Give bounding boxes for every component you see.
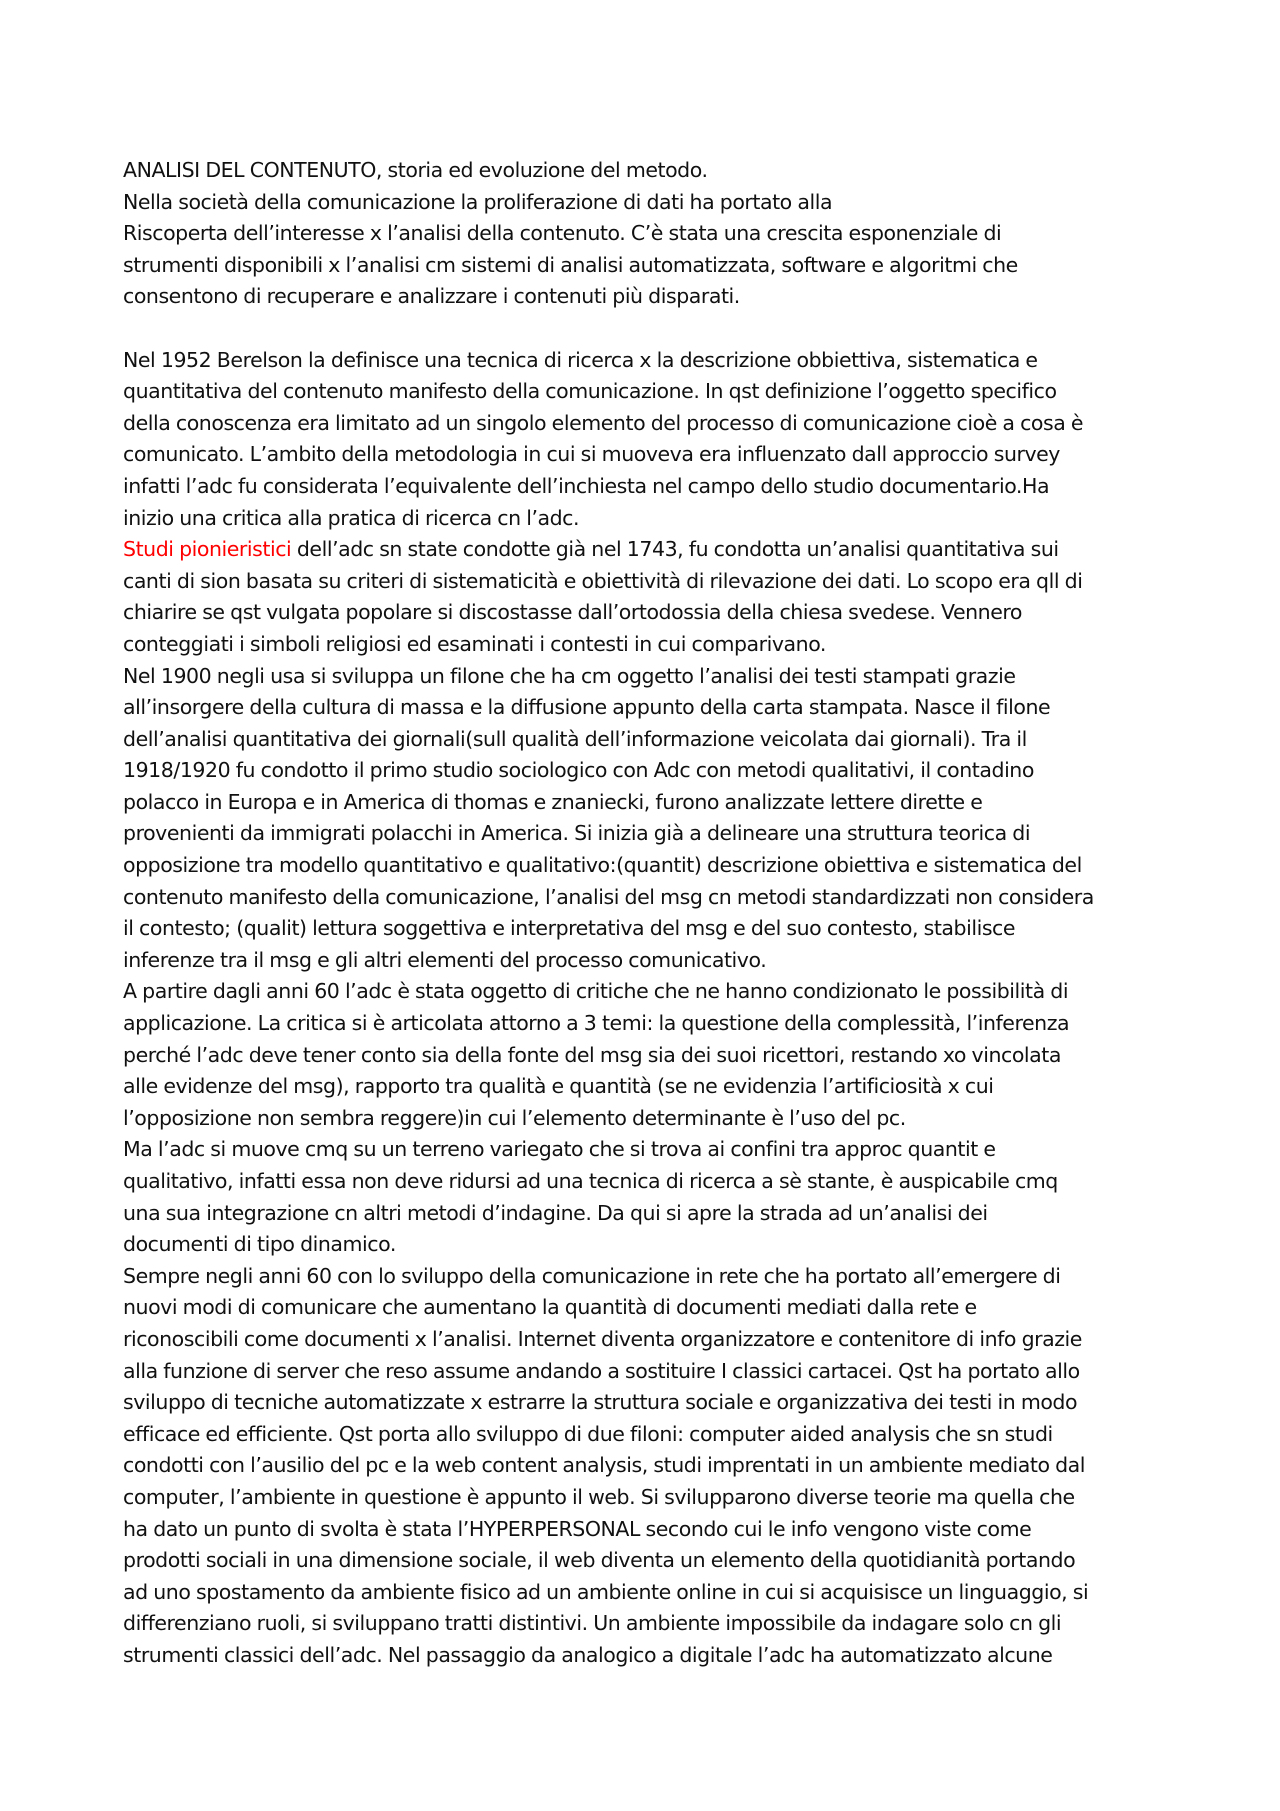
paragraph-line: conteggiati i simboli religiosi ed esaminati i contesti in cui comparivano. [123,631,826,656]
paragraph-line: nuovi modi di comunicare che aumentano la quantità di documenti mediati dalla rete e [123,1295,977,1320]
paragraph-line: Nella società della comunicazione la proliferazione di dati ha portato alla [123,189,833,214]
paragraph-line: ha dato un punto di svolta è stata l’HYPERPERSONAL secondo cui le info vengono viste come [123,1516,1032,1541]
paragraph-line: all’insorgere della cultura di massa e la diffusione appunto della carta stampata. Nasce il filone [123,695,1051,720]
paragraph-line: comunicato. L’ambito della metodologia in cui si muoveva era influenzato dall approccio survey [123,442,1060,467]
paragraph-line: computer, l’ambiente in questione è appunto il web. Si svilupparono diverse teorie ma quella che [123,1484,1075,1509]
paragraph-line: inizio una critica alla pratica di ricerca cn l’adc. [123,505,580,530]
paragraph-line: perché l’adc deve tener conto sia della fonte del msg sia dei suoi ricettori, restando xo vincolata [123,1042,1061,1067]
document-body [123,155,1183,1672]
paragraph-line: alle evidenze del msg), rapporto tra qualità e quantità (se ne evidenzia l’artificiosità x cui [123,1074,994,1099]
highlighted-paragraph-line [123,534,1183,566]
paragraph-line: Sempre negli anni 60 con lo sviluppo della comunicazione in rete che ha portato all’emergere di [123,1263,1061,1288]
paragraph-line: prodotti sociali in una dimensione sociale, il web diventa un elemento della quotidianità portando [123,1548,1076,1573]
paragraph-line: condotti con l’ausilio del pc e la web content analysis, studi imprentati in un ambiente mediato dal [123,1453,1086,1478]
paragraph-line: opposizione tra modello quantitativo e qualitativo:(quantit) descrizione obiettiva e sistematica del [123,853,1082,878]
paragraph-line: polacco in Europa e in America di thomas e znaniecki, furono analizzate lettere dirette e [123,789,983,814]
paragraph-line: A partire dagli anni 60 l’adc è stata oggetto di critiche che ne hanno condizionato le possibilità di [123,979,1069,1004]
paragraph-line: Nel 1900 negli usa si sviluppa un filone che ha cm oggetto l’analisi dei testi stampati grazie [123,663,1016,688]
paragraph-line: differenziano ruoli, si sviluppano tratti distintivi. Un ambiente impossibile da indagare solo cn gli [123,1611,1062,1636]
paragraph-line: documenti di tipo dinamico. [123,1232,396,1257]
paragraph-line: strumenti disponibili x l’analisi cm sistemi di analisi automatizzata, software e algoritmi che [123,252,1018,277]
paragraph-line: canti di sion basata su criteri di sistematicità e obiettività di rilevazione dei dati. Lo scopo era qll di [123,568,1083,593]
paragraph-line: qualitativo, infatti essa non deve ridursi ad una tecnica di ricerca a sè stante, è auspicabile cmq [123,1169,1058,1193]
paragraph-line: Nel 1952 Berelson la definisce una tecnica di ricerca x la descrizione obbiettiva, sistematica e [123,347,1038,372]
paragraph-line: Ma l’adc si muove cmq su un terreno variegato che si trova ai confini tra approc quantit e [123,1137,996,1162]
paragraph-line: consentono di recuperare e analizzare i contenuti più disparati. [123,284,740,309]
highlighted-phrase: Studi pionieristici [123,537,292,562]
paragraph-line: riconoscibili come documenti x l’analisi. Internet diventa organizzatore e contenitore di info grazie [123,1326,1082,1351]
paragraph-line: chiarire se qst vulgata popolare si discostasse dall’ortodossia della chiesa svedese. Vennero [123,600,1022,625]
paragraph-line: efficace ed efficiente. Qst porta allo sviluppo di due filoni: computer aided analysis che sn studi [123,1421,1053,1446]
line-continuation: dell’adc sn state condotte già nel 1743, fu condotta un’analisi quantitativa sui [291,537,1059,562]
paragraph-line: una sua integrazione cn altri metodi d’indagine. Da qui si apre la strada ad un’analisi dei [123,1200,988,1225]
paragraph-line: 1918/1920 fu condotto il primo studio sociologico con Adc con metodi qualitativi, il contadino [123,758,1034,783]
document-title: ANALISI DEL CONTENUTO, storia ed evoluzione del metodo. [123,158,708,182]
paragraph-line: infatti l’adc fu considerata l’equivalente dell’inchiesta nel campo dello studio documentario.Ha [123,473,1050,498]
paragraph-line: applicazione. La critica si è articolata attorno a 3 temi: la questione della complessità, l’inferenza [123,1011,1070,1036]
paragraph-line: della conoscenza era limitato ad un singolo elemento del processo di comunicazione cioè a cosa è [123,410,1084,435]
paragraph-line: inferenze tra il msg e gli altri elementi del processo comunicativo. [123,947,767,972]
paragraph-line: quantitativa del contenuto manifesto della comunicazione. In qst definizione l’oggetto specifico [123,379,1057,404]
paragraph-line: provenienti da immigrati polacchi in America. Si inizia già a delineare una struttura teorica di [123,821,1031,846]
paragraph-line: sviluppo di tecniche automatizzate x estrarre la struttura sociale e organizzativa dei testi in modo [123,1390,1078,1415]
paragraph-line: contenuto manifesto della comunicazione, l’analisi del msg cn metodi standardizzati non considera [123,884,1094,909]
paragraph-line: strumenti classici dell’adc. Nel passaggio da analogico a digitale l’adc ha automatizzato alcune [123,1642,1053,1667]
paragraph-line: l’opposizione non sembra reggere)in cui l’elemento determinante è l’uso del pc. [123,1105,906,1130]
blank-line [123,313,1183,345]
paragraph-line: Riscoperta dell’interesse x l’analisi della contenuto. C’è stata una crescita esponenziale di [123,221,1002,246]
paragraph-line: il contesto; (qualit) lettura soggettiva e interpretativa del msg e del suo contesto, stabilisce [123,916,1016,941]
paragraph-line: alla funzione di server che reso assume andando a sostituire I classici cartacei. Qst ha portato allo [123,1358,1080,1383]
paragraph-line: dell’analisi quantitativa dei giornali(sull qualità dell’informazione veicolata dai giornali). Tra il [123,726,1027,751]
paragraph-line: ad uno spostamento da ambiente fisico ad un ambiente online in cui si acquisisce un linguaggio, si [123,1579,1089,1604]
